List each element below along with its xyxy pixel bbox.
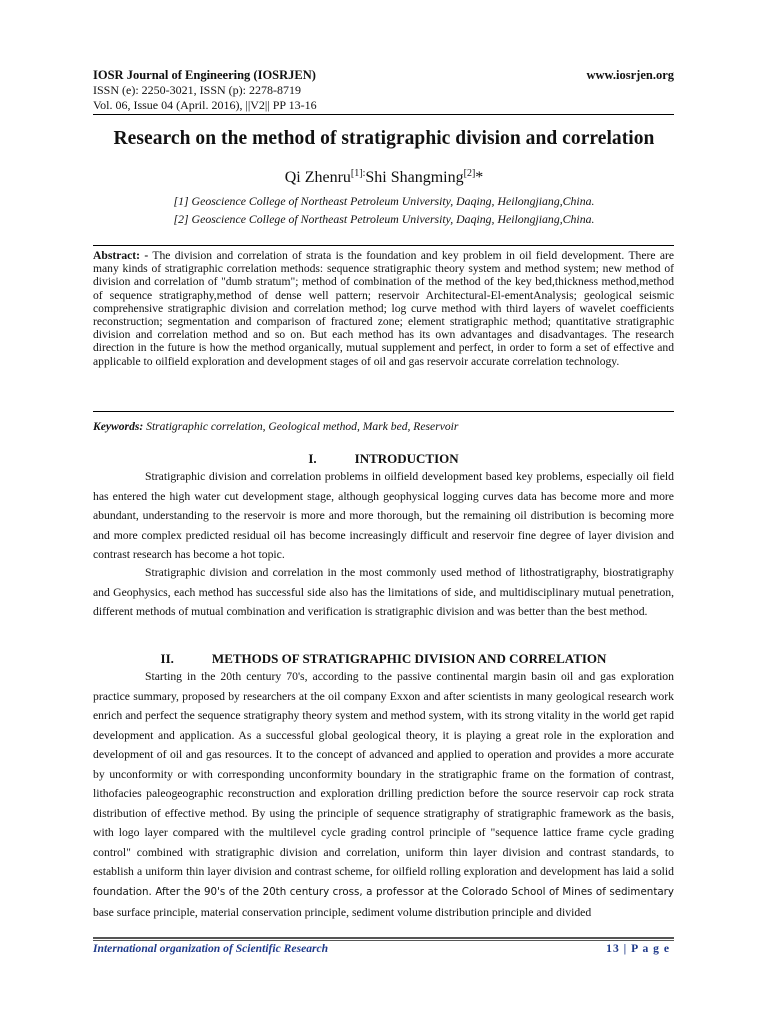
section-number: I. <box>308 451 317 466</box>
section-title: METHODS OF STRATIGRAPHIC DIVISION AND CORRELATION <box>211 651 607 666</box>
paragraph-text-alt-font: foundation. After the 90's of the 20th century cross, a professor at the Colorado School of Mines of sedimentary <box>93 886 674 899</box>
body-paragraph <box>93 667 674 922</box>
corresponding-mark: * <box>475 169 484 186</box>
footer-divider-thin <box>93 940 674 941</box>
journal-header <box>93 68 674 113</box>
journal-website[interactable]: www.iosrjen.org <box>586 68 674 82</box>
keywords-label: Keywords: <box>93 420 144 433</box>
journal-volume: Vol. 06, Issue 04 (April. 2016), ||V2|| PP 13-16 <box>93 98 317 112</box>
abstract <box>93 249 674 368</box>
journal-name: IOSR Journal of Engineering (IOSRJEN) <box>93 68 316 82</box>
author-reference: [1]: <box>350 168 366 179</box>
section-title: INTRODUCTION <box>354 451 459 466</box>
body-paragraph: Stratigraphic division and correlation in the most commonly used method of lithostratigraphy, biostratigraphy and Geophysics, each method has successful side also has the limitations of side, and multidisciplinary mutual penetration, different methods of mutual combination and verification is stratigraphic division and was better than the best method. <box>93 566 674 619</box>
paragraph-text: Starting in the 20th century 70's, according to the passive continental margin basin oil and gas exploration practice summary, proposed by researchers at the oil company Exxon and after scientists in many geological research work enrich and perfect the sequence stratigraphy theory system and method system, with its strong vitality in the world get rapid development and application. As a successful global geological theory, it is playing a great role in the exploration and development of oil and gas resources. It to the concept of advanced and applied to operation and provides a more accurate by unconformity or with corresponding unconformity boundary in the stratigraphic frame on the formation of contrast, lithofacies paleogeographic reconstruction and exploration drilling prediction before the source reservoir cap rock strata distribution of effective method. By using the principle of sequence stratigraphy of stratigraphic framework as the basis, with logo layer compared with the multilevel cycle grading control principle of "sequence lattice frame cycle grading control" combined with stratigraphic division and correlation, uniform thin layer division and contrast standards, to establish a uniform thin layer division and contrast scheme, for oilfield rolling exploration and development has laid a solid <box>93 670 674 879</box>
abstract-top-divider <box>93 245 674 246</box>
abstract-label: Abstract: - <box>93 249 149 262</box>
author-line <box>80 168 688 187</box>
footer-divider <box>93 937 674 939</box>
paper-title: Research on the method of stratigraphic division and correlation <box>113 128 655 149</box>
author-name: Shi Shangming <box>365 169 464 186</box>
body-paragraph: Stratigraphic division and correlation problems in oilfield development based key problems, especially oil field has entered the high water cut development stage, although geophysical logging curves data has become more and more abundant, understanding to the reservoir is more and more thorough, but the remaining oil distribution is becoming more and more complex predicted residual oil has become increasingly difficult and reservoir fine degree of layer division and contrast research has become a hot topic. <box>93 470 674 562</box>
section-number: II. <box>160 651 174 666</box>
section-heading <box>93 451 674 467</box>
keywords-text: Stratigraphic correlation, Geological method, Mark bed, Reservoir <box>143 420 459 433</box>
keywords <box>93 420 674 433</box>
paragraph-text: base surface principle, material conservation principle, sediment volume distribution principle and divided <box>93 905 592 919</box>
abstract-bottom-divider <box>93 411 674 412</box>
affiliation: [1] Geoscience College of Northeast Petroleum University, Daqing, Heilongjiang,China. <box>173 194 595 208</box>
section-heading <box>93 651 674 667</box>
header-divider <box>93 114 674 115</box>
footer-organization: International organization of Scientific Research <box>93 942 329 955</box>
page-number: 13 | P a g e <box>606 942 670 955</box>
author-name: Qi Zhenru <box>284 169 351 186</box>
affiliation: [2] Geoscience College of Northeast Petroleum University, Daqing, Heilongjiang,China. <box>173 212 595 226</box>
author-reference: [2] <box>463 168 476 179</box>
abstract-text: The division and correlation of strata is the foundation and key problem in oil field development. There are many kinds of stratigraphic correlation methods: sequence stratigraphic theory system and method system; new method of division and correlation of "dumb stratum"; method of combination of the method of the key bed,thickness method,method of sequence stratigraphy,method of dense well pattern; reservoir Architectural-El-ementAnalysis; geological seismic comprehensive stratigraphic division and correlation method; log curve method with third layers of wavelet coefficients reconstruction; segmentation and comparison of fractured zone; element stratigraphic method; quantitative stratigraphic division and correlation method and so on. But each method has its own advantages and disadvantages. The research direction in the future is how the method organically, mutual supplement and perfect, in order to form a set of effective and applicable to oilfield exploration and development stages of oil and gas reservoir accurate correlation technology. <box>93 249 674 368</box>
page-footer <box>93 942 674 955</box>
journal-issn: ISSN (e): 2250-3021, ISSN (p): 2278-8719 <box>93 83 301 97</box>
